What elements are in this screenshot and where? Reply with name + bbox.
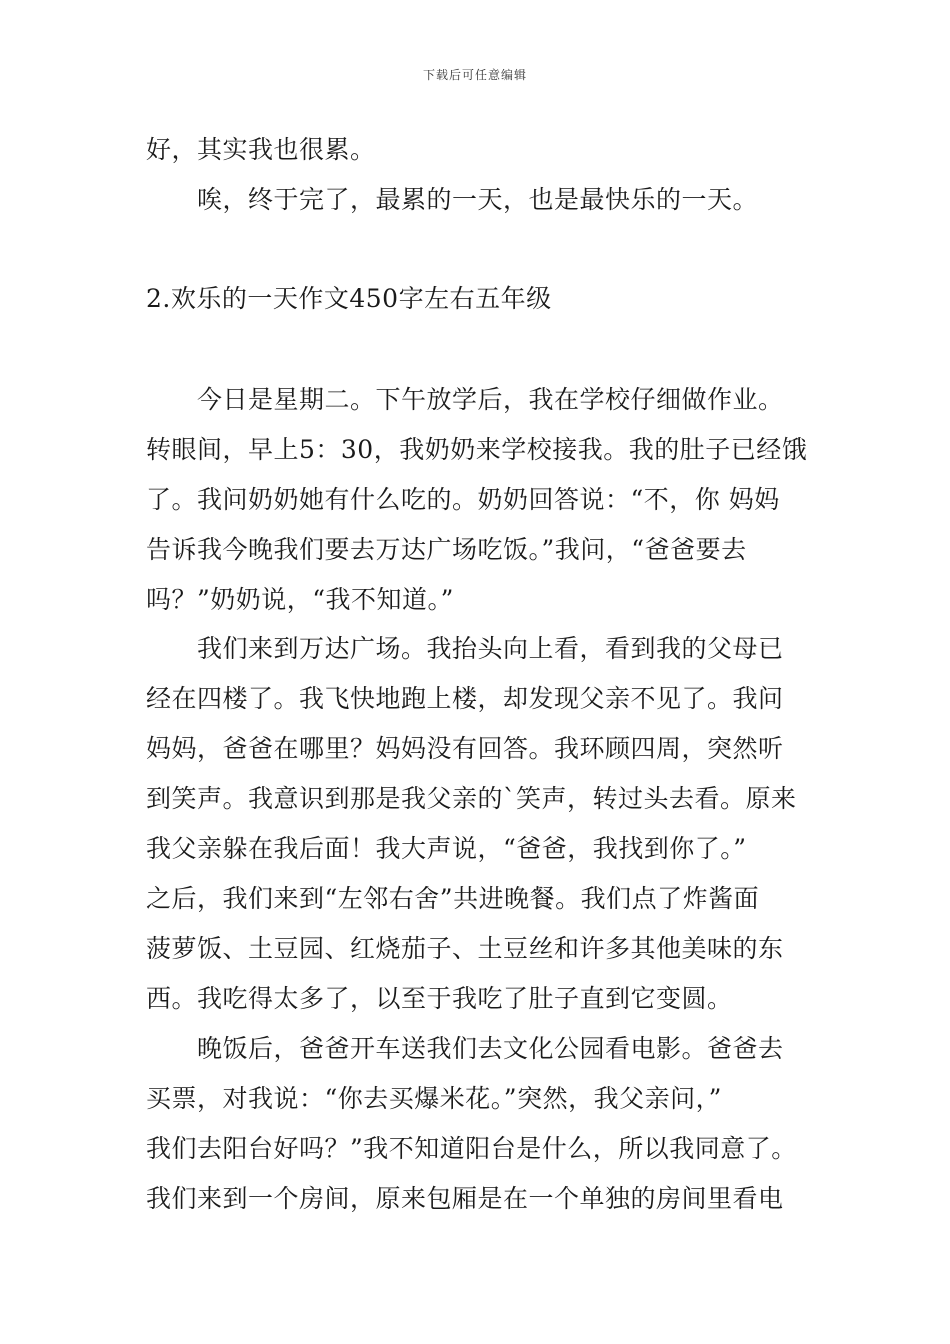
text-line: 今日是星期二。下午放学后，我在学校仔细做作业。: [146, 385, 784, 414]
text-line: 我们去阳台好吗？”我不知道阳台是什么，所以我同意了。: [146, 1134, 797, 1163]
text-line: 西。我吃得太多了，以至于我吃了肚子直到它变圆。: [146, 984, 733, 1013]
text-line: 晚饭后，爸爸开车送我们去文化公园看电影。爸爸去: [146, 1034, 784, 1063]
text-line: 唉，终于完了，最累的一天，也是最快乐的一天。: [146, 185, 759, 214]
text-line: 吗？”奶奶说，“我不知道。”: [146, 585, 454, 614]
text-line: 经在四楼了。我飞快地跑上楼，却发现父亲不见了。我问: [146, 684, 784, 713]
text-line: 我们来到万达广场。我抬头向上看，看到我的父母已: [146, 634, 784, 663]
text-line: 了。我问奶奶她有什么吃的。奶奶回答说：“不，你 妈妈: [146, 485, 780, 514]
text-line: 之后，我们来到“左邻右舍”共进晚餐。我们点了炸酱面: [146, 884, 760, 913]
text-line: 到笑声。我意识到那是我父亲的`笑声，转过头去看。原来: [146, 784, 797, 813]
text-line: 我父亲躲在我后面！我大声说，“爸爸，我找到你了。”: [146, 834, 747, 863]
text-line: 菠萝饭、土豆园、红烧茄子、土豆丝和许多其他美味的东: [146, 934, 784, 963]
text-line: 好，其实我也很累。: [146, 135, 376, 164]
page-header-note: 下载后可任意编辑: [422, 68, 527, 82]
section-heading: 2.欢乐的一天作文450字左右五年级: [146, 284, 552, 313]
text-line: 我们来到一个房间，原来包厢是在一个单独的房间里看电: [146, 1184, 784, 1213]
text-line: 买票，对我说：“你去买爆米花。”突然，我父亲问，”: [146, 1084, 722, 1113]
text-line: 告诉我今晚我们要去万达广场吃饭。”我问，“爸爸要去: [146, 535, 747, 564]
text-line: 妈妈，爸爸在哪里？妈妈没有回答。我环顾四周，突然听: [146, 734, 784, 763]
text-line: 转眼间，早上5：30，我奶奶来学校接我。我的肚子已经饿: [146, 435, 808, 464]
